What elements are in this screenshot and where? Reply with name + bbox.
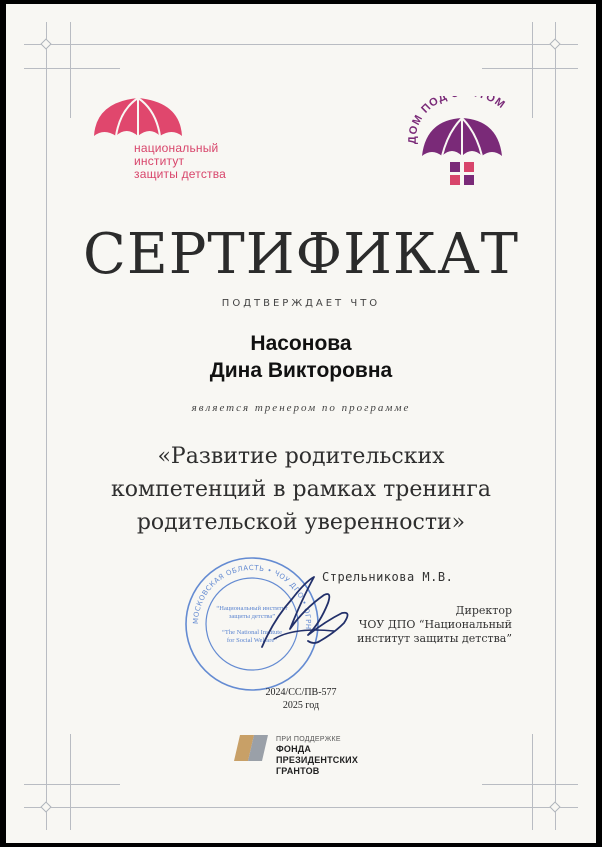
presidential-grants-icon: [234, 733, 270, 763]
national-institute-logo-text: [134, 142, 274, 181]
recipient-given-names: Дина Викторовна: [209, 359, 393, 382]
stamp-ring-text: МОСКОВСКАЯ ОБЛАСТЬ • ЧОУ ДПО • ОГРН: [191, 563, 313, 630]
grant-line-2: ФОНДА: [276, 744, 312, 754]
dom-pod-zontom-logo: [398, 96, 528, 196]
logo-right-arc-text: ДОМ ПОД ОМ: [406, 96, 508, 145]
logo-left-line3: защиты детства: [134, 167, 227, 181]
registration-year: 2025 год: [282, 700, 320, 711]
position-line-2: ЧОУ ДПО “Национальный: [358, 618, 512, 631]
grant-line-3: ПРЕЗИДЕНТСКИХ: [276, 755, 359, 765]
program-line-2: компетенций в рамках тренинга: [111, 477, 491, 502]
grant-line-1: ПРИ ПОДДЕРЖКЕ: [276, 736, 341, 743]
recipient-name: [6, 330, 596, 384]
umbrella-icon: [90, 96, 186, 140]
logo-left-line2: институт: [134, 154, 185, 168]
stamp-inner-line3: “The National Institute: [222, 629, 282, 636]
position-line-3: институт защиты детства”: [357, 632, 512, 645]
registration-info: [6, 686, 596, 712]
presidential-grants-text: [276, 735, 416, 777]
umbrella-house-icon: [398, 96, 528, 196]
signer-name: Стрельникова М.В.: [322, 570, 454, 584]
certificate-page: [6, 4, 596, 843]
stamp-inner-line2: защиты детства”: [228, 613, 276, 620]
confirms-label: ПОДТВЕРЖДАЕТ ЧТО: [221, 298, 381, 309]
stamp-inner-line4: for Social Welfare”: [226, 637, 278, 644]
logo-left-line1: национальный: [134, 141, 219, 155]
recipient-surname: Насонова: [250, 332, 352, 355]
stamp-inner-line1: “Национальный институт: [216, 605, 288, 612]
certificate-title: СЕРТИФИКАТ: [82, 222, 519, 287]
program-line-1: «Развитие родительских: [157, 444, 445, 469]
national-institute-logo: [90, 96, 260, 196]
program-line-3: родительской уверенности»: [136, 510, 466, 535]
position-line-1: Директор: [455, 604, 512, 617]
registration-number: 2024/СС/ПВ-577: [265, 687, 337, 698]
trainer-statement: является тренером по программе: [191, 402, 411, 414]
grant-line-4: ГРАНТОВ: [276, 766, 320, 776]
program-title: [76, 440, 526, 539]
signer-position: [302, 604, 512, 646]
